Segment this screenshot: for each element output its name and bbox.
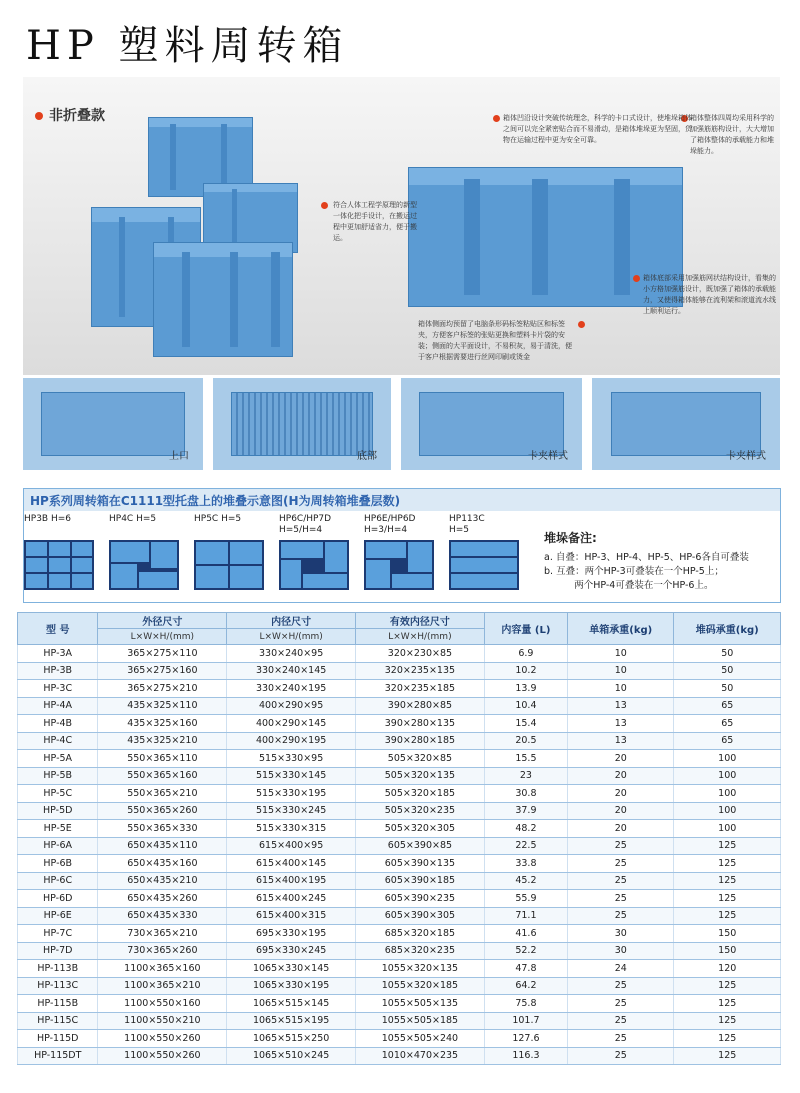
table-cell: 605×390×85	[356, 837, 485, 855]
table-cell: 505×320×235	[356, 802, 485, 820]
table-cell: 1065×515×250	[227, 1030, 356, 1048]
col-header: 型 号	[18, 613, 98, 645]
table-cell: HP-3A	[18, 645, 98, 663]
table-cell: 1065×515×195	[227, 1012, 356, 1030]
pallet-hp113c: HP113C H=5	[449, 514, 529, 536]
table-cell: 1100×550×210	[98, 1012, 227, 1030]
table-cell: 13.9	[484, 680, 567, 698]
table-cell: 10	[568, 645, 674, 663]
hero-subtitle: 非折叠款	[35, 105, 105, 125]
table-cell: 400×290×95	[227, 697, 356, 715]
table-cell: 330×240×95	[227, 645, 356, 663]
table-cell: 33.8	[484, 855, 567, 873]
table-cell: 125	[674, 995, 781, 1013]
table-cell: HP-5E	[18, 820, 98, 838]
table-cell: 25	[568, 1030, 674, 1048]
table-cell: 685×320×235	[356, 942, 485, 960]
table-cell: 330×240×195	[227, 680, 356, 698]
table-cell: 650×435×210	[98, 872, 227, 890]
table-cell: 25	[568, 995, 674, 1013]
table-cell: 30.8	[484, 785, 567, 803]
callout-text: 箱体侧面均预留了电脑条形码标签粘贴区和标签夹，方便客户标签的张贴更换和塑料卡片袋的安装；侧面的大平面设计，不易积灰，易于清洗，便于客户根据需要进行丝网印刷或烫金	[418, 320, 572, 361]
pallet-grid	[194, 540, 264, 590]
table-cell: 125	[674, 855, 781, 873]
table-row	[18, 680, 781, 698]
table-cell: 125	[674, 872, 781, 890]
note-line: 两个HP-4可叠装在一个HP-6上。	[544, 580, 714, 591]
table-cell: 116.3	[484, 1047, 567, 1065]
table-cell: HP-3C	[18, 680, 98, 698]
table-cell: 1055×505×185	[356, 1012, 485, 1030]
table-cell: 22.5	[484, 837, 567, 855]
table-cell: 45.2	[484, 872, 567, 890]
note-line: b. 互叠：两个HP-3可叠装在一个HP-5上；	[544, 566, 724, 577]
callout-text: 箱体整体四周均采用科学的加强筋筋构设计，大大增加了箱体整体的承载能力和堆垛能力。	[690, 114, 774, 155]
callout-text: 箱体底部采用加强筋网状结构设计，看集的小方格加强筋设计，既加强了箱体的承载能力，又使得箱体能够在流利架和滚道流水线上顺利运行。	[643, 274, 776, 315]
table-cell: 25	[568, 872, 674, 890]
table-cell: 615×400×245	[227, 890, 356, 908]
table-cell: 25	[568, 890, 674, 908]
table-row	[18, 837, 781, 855]
table-cell: 100	[674, 767, 781, 785]
table-row	[18, 977, 781, 995]
table-cell: HP-5A	[18, 750, 98, 768]
table-cell: 30	[568, 942, 674, 960]
table-cell: 125	[674, 977, 781, 995]
table-cell: 10.2	[484, 662, 567, 680]
table-cell: 400×290×195	[227, 732, 356, 750]
table-cell: HP-6B	[18, 855, 98, 873]
table-cell: 650×435×260	[98, 890, 227, 908]
table-cell: 1065×330×195	[227, 977, 356, 995]
table-cell: 390×280×185	[356, 732, 485, 750]
table-cell: 550×365×160	[98, 767, 227, 785]
table-cell: 515×330×145	[227, 767, 356, 785]
table-cell: 20	[568, 802, 674, 820]
table-cell: 515×330×245	[227, 802, 356, 820]
table-cell: HP-6D	[18, 890, 98, 908]
table-cell: 1065×510×245	[227, 1047, 356, 1065]
table-row	[18, 785, 781, 803]
table-cell: 37.9	[484, 802, 567, 820]
table-cell: 605×390×185	[356, 872, 485, 890]
table-row	[18, 960, 781, 978]
table-cell: 13	[568, 697, 674, 715]
table-cell: 15.4	[484, 715, 567, 733]
table-cell: 13	[568, 715, 674, 733]
table-cell: 24	[568, 960, 674, 978]
table-cell: 75.8	[484, 995, 567, 1013]
table-cell: 390×280×85	[356, 697, 485, 715]
pallet-grid	[279, 540, 349, 590]
table-row	[18, 890, 781, 908]
table-cell: 615×400×195	[227, 872, 356, 890]
table-cell: HP-4B	[18, 715, 98, 733]
table-cell: 50	[674, 680, 781, 698]
table-cell: 1100×550×260	[98, 1030, 227, 1048]
table-row	[18, 697, 781, 715]
table-cell: 125	[674, 837, 781, 855]
table-cell: 515×330×195	[227, 785, 356, 803]
crate-image	[153, 242, 293, 357]
table-cell: 125	[674, 890, 781, 908]
table-cell: 20	[568, 785, 674, 803]
table-cell: 125	[674, 1047, 781, 1065]
table-cell: 435×325×210	[98, 732, 227, 750]
thumb-clip-1: 卡夹样式	[401, 378, 582, 470]
table-cell: 30	[568, 925, 674, 943]
table-cell: HP-115DT	[18, 1047, 98, 1065]
thumb-clip-2: 卡夹样式	[592, 378, 780, 470]
pallet-hp6e-hp6d: HP6E/HP6D H=3/H=4	[364, 514, 444, 536]
table-cell: 730×365×260	[98, 942, 227, 960]
table-cell: 10	[568, 662, 674, 680]
table-cell: 52.2	[484, 942, 567, 960]
table-cell: HP-3B	[18, 662, 98, 680]
pallet-grid	[24, 540, 94, 590]
table-cell: 120	[674, 960, 781, 978]
table-cell: 23	[484, 767, 567, 785]
table-cell: 100	[674, 750, 781, 768]
table-cell: 1055×505×135	[356, 995, 485, 1013]
table-row	[18, 767, 781, 785]
notes-title: 堆垛备注:	[544, 531, 597, 545]
table-cell: 615×400×95	[227, 837, 356, 855]
col-subheader: L×W×H/(mm)	[98, 629, 227, 645]
thumb-top: 上口	[23, 378, 203, 470]
table-cell: 50	[674, 662, 781, 680]
table-row	[18, 750, 781, 768]
table-cell: 1055×505×240	[356, 1030, 485, 1048]
table-row	[18, 820, 781, 838]
pallet-grid	[109, 540, 179, 590]
table-cell: 13	[568, 732, 674, 750]
table-cell: HP-115C	[18, 1012, 98, 1030]
table-cell: 650×435×110	[98, 837, 227, 855]
table-cell: 125	[674, 1012, 781, 1030]
table-cell: 65	[674, 732, 781, 750]
table-cell: 505×320×135	[356, 767, 485, 785]
table-cell: 20	[568, 767, 674, 785]
pallet-hp5c: HP5C H=5	[194, 514, 274, 525]
table-cell: 1055×320×135	[356, 960, 485, 978]
table-cell: HP-4A	[18, 697, 98, 715]
table-cell: HP-5C	[18, 785, 98, 803]
table-cell: 65	[674, 697, 781, 715]
table-cell: 71.1	[484, 907, 567, 925]
table-cell: 150	[674, 942, 781, 960]
page-title: HP 塑料周转箱	[26, 23, 349, 69]
table-cell: 101.7	[484, 1012, 567, 1030]
table-row	[18, 645, 781, 663]
col-header: 有效内径尺寸	[356, 613, 485, 629]
table-cell: 320×235×135	[356, 662, 485, 680]
table-cell: 10.4	[484, 697, 567, 715]
col-header: 内径尺寸	[227, 613, 356, 629]
table-cell: 125	[674, 1030, 781, 1048]
table-cell: 505×320×305	[356, 820, 485, 838]
table-cell: 550×365×210	[98, 785, 227, 803]
table-cell: HP-113B	[18, 960, 98, 978]
table-cell: 505×320×185	[356, 785, 485, 803]
table-cell: HP-5D	[18, 802, 98, 820]
table-row	[18, 1030, 781, 1048]
callout-text: 箱体凹沿设计突破传统理念，科学的卡口式设计，使堆垛箱体之间可以完全紧密贴合而不易滑动，是箱体堆垛更为坚固，货物在运输过程中更为安全可靠。	[503, 114, 692, 144]
table-cell: 695×330×195	[227, 925, 356, 943]
table-cell: 365×275×160	[98, 662, 227, 680]
table-row	[18, 942, 781, 960]
bullet-icon	[35, 112, 43, 120]
table-cell: 20	[568, 750, 674, 768]
table-cell: 605×390×305	[356, 907, 485, 925]
table-cell: 25	[568, 855, 674, 873]
thumb-bottom: 底部	[213, 378, 391, 470]
table-cell: HP-5B	[18, 767, 98, 785]
callout-dot	[633, 275, 640, 282]
table-row	[18, 855, 781, 873]
table-cell: HP-6E	[18, 907, 98, 925]
table-cell: 41.6	[484, 925, 567, 943]
pallet-hp4c: HP4C H=5	[109, 514, 189, 525]
table-cell: 515×330×315	[227, 820, 356, 838]
table-cell: 695×330×245	[227, 942, 356, 960]
table-cell: 650×435×330	[98, 907, 227, 925]
table-cell: 1055×320×185	[356, 977, 485, 995]
table-cell: 64.2	[484, 977, 567, 995]
pallet-hp3b: HP3B H=6	[24, 514, 104, 525]
table-cell: 20	[568, 820, 674, 838]
table-cell: 10	[568, 680, 674, 698]
main-crate-image	[408, 167, 683, 307]
table-cell: 605×390×235	[356, 890, 485, 908]
table-cell: 1100×365×210	[98, 977, 227, 995]
table-cell: 550×365×110	[98, 750, 227, 768]
table-cell: 1100×550×160	[98, 995, 227, 1013]
table-cell: 1100×550×260	[98, 1047, 227, 1065]
table-cell: 48.2	[484, 820, 567, 838]
pallet-hp6c-hp7d: HP6C/HP7D H=5/H=4	[279, 514, 359, 536]
callout-dot	[321, 202, 328, 209]
col-header: 单箱承重(kg)	[568, 613, 674, 645]
table-cell: 127.6	[484, 1030, 567, 1048]
table-cell: 435×325×160	[98, 715, 227, 733]
callout-dot	[493, 115, 500, 122]
table-row	[18, 925, 781, 943]
table-cell: 100	[674, 820, 781, 838]
table-cell: HP-7C	[18, 925, 98, 943]
table-cell: 330×240×145	[227, 662, 356, 680]
table-row	[18, 907, 781, 925]
hero-panel	[23, 77, 780, 375]
table-cell: 47.8	[484, 960, 567, 978]
table-row	[18, 802, 781, 820]
table-cell: 100	[674, 785, 781, 803]
stacking-heading: HP系列周转箱在C1111型托盘上的堆叠示意图(H为周转箱堆叠层数)	[24, 489, 780, 511]
table-cell: 685×320×185	[356, 925, 485, 943]
table-cell: 100	[674, 802, 781, 820]
callout-text: 符合人体工程学原理的新型一体化把手设计，在搬运过程中更加舒适省力，便于搬运。	[333, 201, 417, 242]
col-subheader: L×W×H/(mm)	[227, 629, 356, 645]
table-cell: 550×365×330	[98, 820, 227, 838]
table-cell: 320×230×85	[356, 645, 485, 663]
table-cell: 25	[568, 1012, 674, 1030]
table-cell: 615×400×145	[227, 855, 356, 873]
callout-dot	[578, 321, 585, 328]
table-cell: 435×325×110	[98, 697, 227, 715]
table-cell: 365×275×210	[98, 680, 227, 698]
table-row	[18, 1012, 781, 1030]
table-cell: 25	[568, 837, 674, 855]
table-cell: HP-115D	[18, 1030, 98, 1048]
table-cell: 515×330×95	[227, 750, 356, 768]
table-row	[18, 995, 781, 1013]
stacking-diagram	[23, 488, 781, 603]
table-cell: HP-113C	[18, 977, 98, 995]
table-row	[18, 662, 781, 680]
col-header: 堆码承重(kg)	[674, 613, 781, 645]
table-row	[18, 732, 781, 750]
table-cell: 365×275×110	[98, 645, 227, 663]
table-cell: 390×280×135	[356, 715, 485, 733]
col-subheader: L×W×H/(mm)	[356, 629, 485, 645]
pallet-grid	[364, 540, 434, 590]
table-cell: 320×235×185	[356, 680, 485, 698]
table-cell: HP-4C	[18, 732, 98, 750]
table-cell: 730×365×210	[98, 925, 227, 943]
table-cell: HP-6C	[18, 872, 98, 890]
col-header: 内容量 (L)	[484, 613, 567, 645]
table-cell: HP-115B	[18, 995, 98, 1013]
table-cell: 615×400×315	[227, 907, 356, 925]
pallet-grid	[449, 540, 519, 590]
table-cell: HP-6A	[18, 837, 98, 855]
note-line: a. 自叠：HP-3、HP-4、HP-5、HP-6各自可叠装	[544, 552, 749, 563]
table-row	[18, 1047, 781, 1065]
col-header: 外径尺寸	[98, 613, 227, 629]
table-cell: 55.9	[484, 890, 567, 908]
table-cell: 1065×330×145	[227, 960, 356, 978]
table-cell: 125	[674, 907, 781, 925]
spec-table	[17, 612, 781, 1065]
table-cell: HP-7D	[18, 942, 98, 960]
table-cell: 65	[674, 715, 781, 733]
table-cell: 1065×515×145	[227, 995, 356, 1013]
table-cell: 25	[568, 907, 674, 925]
table-cell: 20.5	[484, 732, 567, 750]
table-cell: 550×365×260	[98, 802, 227, 820]
table-cell: 25	[568, 977, 674, 995]
table-cell: 1100×365×160	[98, 960, 227, 978]
table-row	[18, 715, 781, 733]
table-cell: 505×320×85	[356, 750, 485, 768]
table-cell: 50	[674, 645, 781, 663]
table-row	[18, 872, 781, 890]
table-cell: 6.9	[484, 645, 567, 663]
table-cell: 15.5	[484, 750, 567, 768]
table-cell: 150	[674, 925, 781, 943]
table-cell: 400×290×145	[227, 715, 356, 733]
table-cell: 1010×470×235	[356, 1047, 485, 1065]
table-cell: 605×390×135	[356, 855, 485, 873]
table-cell: 25	[568, 1047, 674, 1065]
table-cell: 650×435×160	[98, 855, 227, 873]
